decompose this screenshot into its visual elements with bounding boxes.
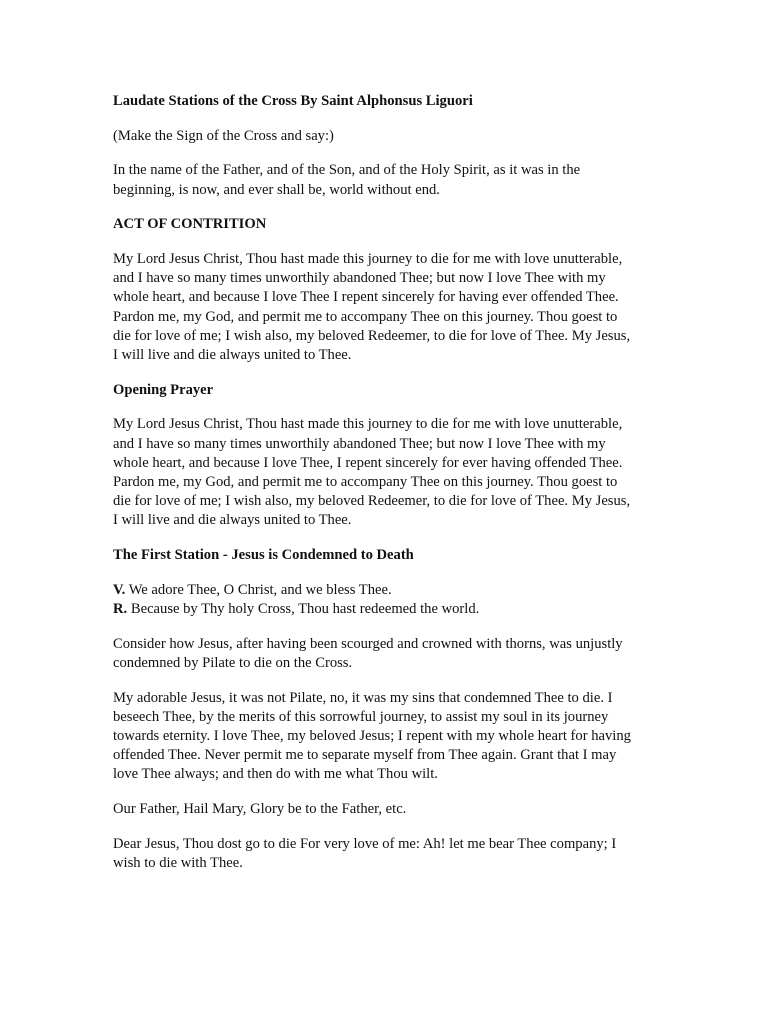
- paragraph-line: die for love of me; I wish also, my beloved Redeemer, to die for love of Thee. My Jesus,: [113, 493, 631, 510]
- paragraph-line: In the name of the Father, and of the Son, and of the Holy Spirit, as it was in the: [113, 162, 581, 179]
- document-title: Laudate Stations of the Cross By Saint Alphonsus Liguori: [113, 93, 473, 109]
- versicle-label: V.: [113, 581, 126, 598]
- paragraph-line: My Lord Jesus Christ, Thou hast made this journey to die for me with love unutterable,: [113, 416, 623, 433]
- instruction-text: (Make the Sign of the Cross and say:): [113, 127, 334, 144]
- paragraph-line: towards eternity. I love Thee, my beloved Jesus; I repent with my whole heart for having: [113, 728, 631, 745]
- paragraph-line: condemned by Pilate to die on the Cross.: [113, 654, 353, 671]
- paragraph-line: die for love of me; I wish also, my beloved Redeemer, to die for love of Thee. My Jesus,: [113, 327, 631, 344]
- paragraph-line: whole heart, and because I love Thee I repent sincerely for having ever offended Thee.: [113, 289, 619, 306]
- first-station-heading: The First Station - Jesus is Condemned to Death: [113, 547, 414, 564]
- paragraph-line: love Thee always; and then do with me what Thou wilt.: [113, 766, 438, 783]
- station-prayer-paragraph: [113, 689, 653, 785]
- closing-verse-paragraph: [113, 835, 653, 873]
- paragraph-line: Consider how Jesus, after having been scourged and crowned with thorns, was unjustly: [113, 635, 623, 652]
- response-text: Because by Thy holy Cross, Thou hast redeemed the world.: [127, 601, 480, 618]
- act-of-contrition-heading: ACT OF CONTRITION: [113, 216, 267, 233]
- paragraph-line: offended Thee. Never permit me to separate myself from Thee again. Grant that I may: [113, 747, 617, 764]
- paragraph-line: wish to die with Thee.: [113, 855, 243, 872]
- paragraph-line: My Lord Jesus Christ, Thou hast made this journey to die for me with love unutterable,: [113, 251, 623, 268]
- paragraph-line: beseech Thee, by the merits of this sorrowful journey, to assist my soul in its journey: [113, 708, 609, 725]
- paragraph-line: and I have so many times unworthily abandoned Thee; but now I love Thee with my: [113, 435, 606, 452]
- sign-of-cross-paragraph: [113, 161, 653, 199]
- paragraph-line: whole heart, and because I love Thee, I repent sincerely for ever having offended Thee.: [113, 454, 623, 471]
- our-father-line: Our Father, Hail Mary, Glory be to the Father, etc.: [113, 801, 407, 818]
- paragraph-line: I will live and die always united to Thee.: [113, 347, 352, 364]
- response-line: [113, 600, 653, 619]
- versicle-line: [113, 581, 653, 600]
- paragraph-line: My adorable Jesus, it was not Pilate, no, it was my sins that condemned Thee to die. I: [113, 689, 613, 706]
- opening-prayer-paragraph: [113, 415, 653, 530]
- versicle-response: [113, 581, 653, 619]
- paragraph-line: beginning, is now, and ever shall be, world without end.: [113, 181, 440, 198]
- paragraph-line: Dear Jesus, Thou dost go to die For very love of me: Ah! let me bear Thee company; I: [113, 835, 617, 852]
- document-page: [113, 92, 653, 889]
- act-of-contrition-paragraph: [113, 250, 653, 365]
- consider-paragraph: [113, 635, 653, 673]
- paragraph-line: Pardon me, my God, and permit me to accompany Thee on this journey. Thou goest to: [113, 308, 618, 325]
- response-label: R.: [113, 601, 128, 618]
- paragraph-line: and I have so many times unworthily abandoned Thee; but now I love Thee with my: [113, 270, 606, 287]
- paragraph-line: I will live and die always united to Thee.: [113, 512, 352, 529]
- versicle-text: We adore Thee, O Christ, and we bless Thee.: [125, 581, 392, 598]
- paragraph-line: Pardon me, my God, and permit me to accompany Thee on this journey. Thou goest to: [113, 474, 618, 491]
- opening-prayer-heading: Opening Prayer: [113, 381, 214, 398]
